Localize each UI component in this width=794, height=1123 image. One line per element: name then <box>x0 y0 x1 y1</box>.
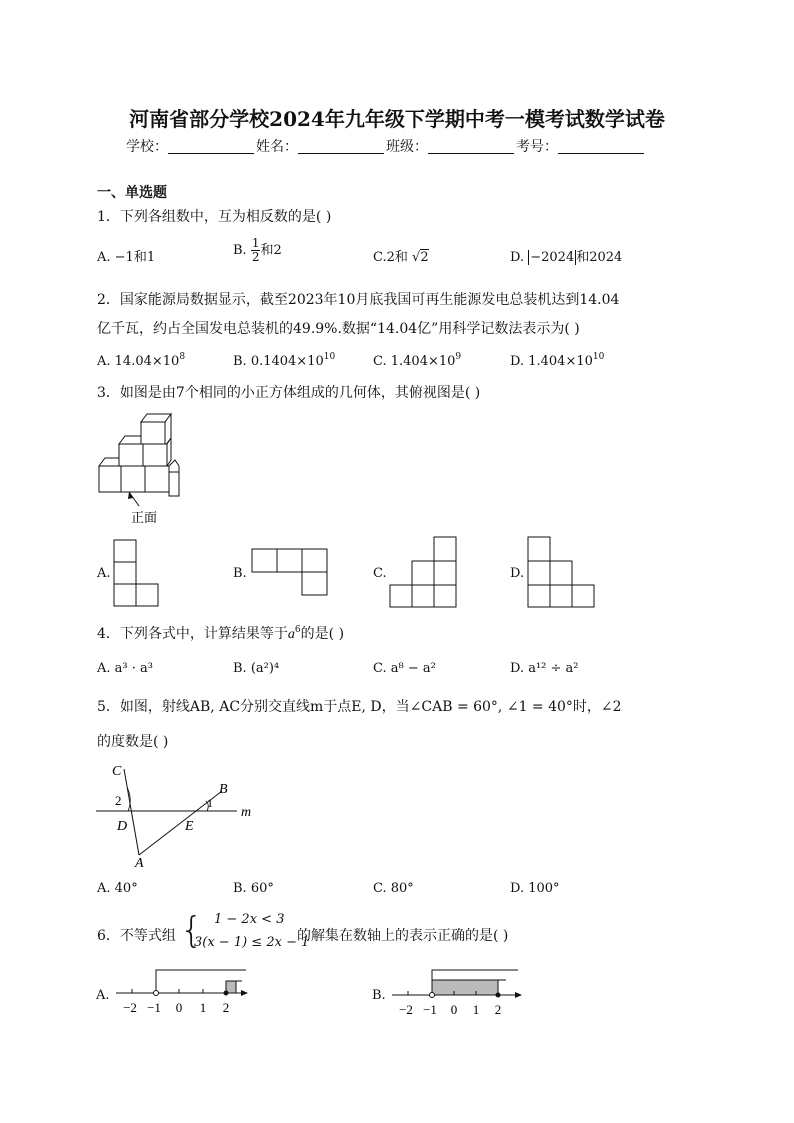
svg-text:1: 1 <box>199 1000 207 1015</box>
class-label: 班级： <box>386 139 428 155</box>
svg-text:A: A <box>135 856 144 871</box>
q5-stem-line2: 的度数是( ) <box>97 734 169 750</box>
front-label: 正面 <box>131 510 158 525</box>
q4-option-c[interactable]: C. a⁸ − a² <box>373 661 436 676</box>
svg-text:2: 2 <box>494 1002 502 1017</box>
q1-option-d[interactable] <box>510 246 622 265</box>
q6-stem-pre: 6．不等式组 <box>97 928 176 944</box>
q5-option-a[interactable]: A. 40° <box>97 881 138 896</box>
svg-text:−1: −1 <box>423 1002 437 1017</box>
q1-d-label: D. <box>510 250 525 265</box>
q5-option-b[interactable]: B. 60° <box>233 881 274 896</box>
svg-text:0: 0 <box>175 1000 183 1015</box>
q5-option-c[interactable]: C. 80° <box>373 881 414 896</box>
q6-option-a[interactable]: A. <box>96 988 110 1003</box>
svg-text:−1: −1 <box>147 1000 161 1015</box>
svg-text:B: B <box>219 782 228 797</box>
school-label: 学校： <box>126 139 168 155</box>
q4-option-b[interactable]: B. (a²)⁴ <box>233 661 280 676</box>
q1-b-label: B. <box>233 243 247 258</box>
q1-c-radicand: 2 <box>420 250 429 265</box>
q6-option-a-numberline <box>112 962 252 1022</box>
q1-d-rest: 和2024 <box>576 250 623 265</box>
q1-d-absolute: −2024 <box>530 250 575 265</box>
q2-option-a[interactable]: A. $14.04\times 10^8$ <box>97 352 186 369</box>
q3-stem: 3．如图是由7个相同的小正方体组成的几何体，其俯视图是( ) <box>97 385 481 401</box>
q3-option-b[interactable]: B. <box>233 566 247 581</box>
q3-cube-figure <box>95 410 185 530</box>
q3-option-d-figure <box>524 535 600 611</box>
q5-option-d[interactable]: D. 100° <box>510 881 560 896</box>
exam-title: 河南省部分学校2024年九年级下学期中考一模考试数学试卷 <box>129 107 665 131</box>
q1-b-rest: 和2 <box>260 243 282 258</box>
school-blank[interactable] <box>168 139 254 154</box>
q2-option-d[interactable]: D. $1.404\times 10^{10}$ <box>510 352 605 369</box>
student-info-line <box>126 136 646 156</box>
svg-text:2: 2 <box>115 793 122 808</box>
q6-option-b-numberline <box>388 962 528 1022</box>
section-heading: 一、单选题 <box>97 185 167 201</box>
q3-option-c[interactable]: C. <box>373 566 387 581</box>
q4-stem: 4．下列各式中，计算结果等于$a^6$的是( ) <box>97 625 345 642</box>
q5-geometry-figure <box>92 755 272 875</box>
q3-option-a[interactable]: A. <box>97 566 111 581</box>
q1-option-a[interactable]: A. −1和1 <box>97 250 156 265</box>
class-blank[interactable] <box>428 139 514 154</box>
q1-stem: 1．下列各组数中，互为相反数的是( ) <box>97 209 332 225</box>
number-label: 考号： <box>516 139 558 155</box>
brace-icon: { <box>180 910 203 951</box>
q4-option-d[interactable]: D. a¹² ÷ a² <box>510 661 579 676</box>
svg-text:D: D <box>117 819 128 834</box>
q2-stem-line1: 2．国家能源局数据显示，截至2023年10月底我国可再生能源发电总装机达到14.04 <box>97 292 620 308</box>
q5-stem-line1: 5．如图，射线AB, AC分别交直线m于点E, D，当∠CAB = 60°, ∠1 = 40°时，∠2 <box>97 699 622 715</box>
svg-text:−2: −2 <box>123 1000 137 1015</box>
q3-option-c-figure <box>386 535 460 611</box>
q2-option-c[interactable]: C. $1.404\times 10^9$ <box>373 352 462 369</box>
q4-option-a[interactable]: A. a³ · a³ <box>97 661 153 676</box>
number-blank[interactable] <box>558 139 644 154</box>
svg-text:1: 1 <box>472 1002 480 1017</box>
name-blank[interactable] <box>298 139 384 154</box>
svg-text:2: 2 <box>222 1000 230 1015</box>
q1-c-label: C.2和 <box>373 250 408 265</box>
svg-text:m: m <box>241 805 252 820</box>
q3-option-b-figure <box>248 546 330 600</box>
name-label: 姓名： <box>256 139 298 155</box>
svg-text:0: 0 <box>450 1002 458 1017</box>
q2-stem-line2: 亿千瓦，约占全国发电总装机的49.9%.数据“14.04亿”用科学记数法表示为( ) <box>97 321 580 337</box>
svg-text:C: C <box>112 764 122 779</box>
q3-option-a-figure <box>110 538 160 608</box>
q1-option-c[interactable] <box>373 246 429 265</box>
q6-option-b[interactable]: B. <box>372 988 386 1003</box>
q2-option-b[interactable]: B. $0.1404\times 10^{10}$ <box>233 352 336 369</box>
q3-option-d[interactable]: D. <box>510 566 525 581</box>
svg-text:E: E <box>185 819 194 834</box>
svg-text:−2: −2 <box>399 1002 413 1017</box>
q6-inequality-1: 1 − 2x < 3 <box>214 912 285 927</box>
sqrt-icon: √ <box>412 250 421 265</box>
ray-ac <box>124 769 139 855</box>
q6-inequality-2: 3(x − 1) ≤ 2x − 1 <box>194 935 310 950</box>
q1-b-fraction: $\frac{1}{2}$ <box>251 236 260 264</box>
q1-option-b[interactable] <box>233 237 282 264</box>
q6-stem-post: 的解集在数轴上的表示正确的是( ) <box>297 928 509 944</box>
svg-text:1: 1 <box>207 796 213 810</box>
